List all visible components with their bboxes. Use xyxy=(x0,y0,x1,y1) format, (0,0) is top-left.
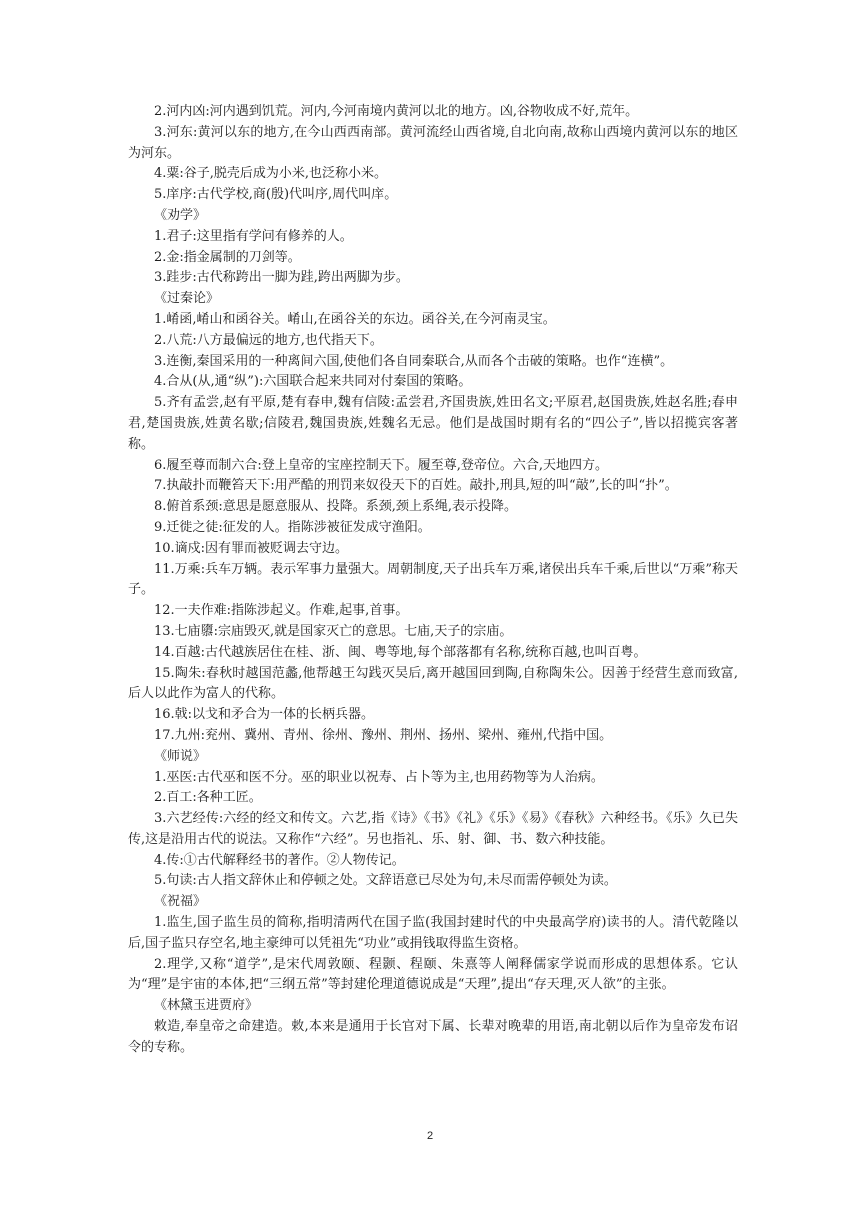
annotation-item: 4.传:①古代解释经书的著作。②人物传记。 xyxy=(154,852,405,868)
annotation-item: 4.粟:谷子,脱壳后成为小米,也泛称小米。 xyxy=(154,166,388,182)
section-heading: 《过秦论》 xyxy=(154,291,220,307)
annotation-item: 2.金:指金属制的刀剑等。 xyxy=(154,249,301,265)
annotation-item: 2.理学,又称“道学”,是宋代周敦颐、程颢、程颐、朱熹等人阐释儒家学说而形成的思想体系。它认为“理”是宇宙的本体,把“三纲五常”等封建伦理道德说成是“天理”,提出“存天理,灭人欲”的主张。 xyxy=(128,956,738,993)
annotation-item: 2.八荒:八方最偏远的地方,也代指天下。 xyxy=(154,332,383,348)
annotation-item: 1.君子:这里指有学问有修养的人。 xyxy=(154,228,353,244)
annotation-item: 3.河东:黄河以东的地方,在今山西西南部。黄河流经山西省境,自北向南,故称山西境内黄河以东的地区为河东。 xyxy=(128,124,738,161)
annotation-item: 4.合从(从,通“纵”):六国联合起来共同对付秦国的策略。 xyxy=(154,374,472,390)
annotation-item: 10.谪戍:因有罪而被贬调去守边。 xyxy=(154,540,349,556)
annotation-item: 5.句读:古人指文辞休止和停顿之处。文辞语意已尽处为句,未尽而需停顿处为读。 xyxy=(154,873,617,889)
annotation-item: 3.六艺经传:六经的经文和传文。六艺,指《诗》《书》《礼》《乐》《易》《春秋》六种经书。《乐》久已失传,这是沿用古代的说法。又称作“六经”。另也指礼、乐、射、御、书、数六种技能。 xyxy=(128,811,738,847)
annotation-item: 6.履至尊而制六合:登上皇帝的宝座控制天下。履至尊,登帝位。六合,天地四方。 xyxy=(154,457,609,473)
section-heading: 《祝福》 xyxy=(154,894,207,910)
page-number: 2 xyxy=(426,1130,434,1142)
section-heading: 《师说》 xyxy=(154,748,207,764)
annotation-item: 17.九州:兖州、冀州、青州、徐州、豫州、荆州、扬州、梁州、雍州,代指中国。 xyxy=(154,727,613,743)
annotation-item: 9.迁徙之徒:征发的人。指陈涉被征发成守渔阳。 xyxy=(154,519,431,535)
annotation-item: 3.连衡,秦国采用的一种离间六国,使他们各自同秦联合,从而各个击破的策略。也作“连横”。 xyxy=(154,353,674,369)
annotation-item: 15.陶朱:春秋时越国范蠡,他帮越王勾践灭吴后,离开越国回到陶,自称陶朱公。因善于经营生意而致富,后人以此作为富人的代称。 xyxy=(128,665,738,702)
annotation-item: 7.执敲扑而鞭笞天下:用严酷的刑罚来奴役天下的百姓。敲扑,刑具,短的叫“敲”,长的叫“扑”。 xyxy=(154,478,678,494)
annotation-item: 8.俯首系颈:意思是愿意服从、投降。系颈,颈上系绳,表示投降。 xyxy=(154,499,518,515)
annotation-item: 1.监生,国子监生员的简称,指明清两代在国子监(我国封建时代的中央最高学府)读书的人。清代乾隆以后,国子监只存空名,地主豪绅可以凭祖先“功业”或捐钱取得监生资格。 xyxy=(128,915,738,951)
annotation-item: 16.戟:以戈和矛合为一体的长柄兵器。 xyxy=(154,707,375,723)
annotation-item: 2.河内凶:河内遇到饥荒。河内,今河南境内黄河以北的地方。凶,谷物收成不好,荒年。 xyxy=(154,104,639,119)
annotation-item: 11.万乘:兵车万辆。表示军事力量强大。周朝制度,天子出兵车万乘,诸侯出兵车千乘,后世以“万乘”称天子。 xyxy=(128,561,738,598)
annotation-item: 12.一夫作难:指陈涉起义。作难,起事,首事。 xyxy=(154,603,409,619)
annotation-item: 敕造,奉皇帝之命建造。敕,本来是通用于长官对下属、长辈对晚辈的用语,南北朝以后作为皇帝发布诏令的专称。 xyxy=(128,1019,738,1055)
annotation-item: 5.庠序:古代学校,商(殷)代叫序,周代叫庠。 xyxy=(154,187,398,203)
annotation-item: 14.百越:古代越族居住在桂、浙、闽、粤等地,每个部落都有名称,统称百越,也叫百粤。 xyxy=(154,644,647,660)
section-heading: 《林黛玉进贾府》 xyxy=(154,998,259,1014)
annotation-item: 5.齐有孟尝,赵有平原,楚有春申,魏有信陵:孟尝君,齐国贵族,姓田名文;平原君,赵国贵族,姓赵名胜;春申君,楚国贵族,姓黄名歇;信陵君,魏国贵族,姓魏名无忌。他们是战国时期有名的“四公子”,皆以招揽宾客著称。 xyxy=(128,395,738,452)
annotation-item: 1.崤函,崤山和函谷关。崤山,在函谷关的东边。函谷关,在今河南灵宝。 xyxy=(154,311,556,327)
annotation-item: 1.巫医:古代巫和医不分。巫的职业以祝寿、占卜等为主,也用药物等为人治病。 xyxy=(154,769,604,785)
page-body xyxy=(128,102,738,1059)
annotation-item: 2.百工:各种工匠。 xyxy=(154,790,262,806)
annotation-item: 13.七庙隳:宗庙毁灭,就是国家灭亡的意思。七庙,天子的宗庙。 xyxy=(154,623,513,639)
annotation-item: 3.跬步:古代称跨出一脚为跬,跨出两脚为步。 xyxy=(154,270,409,286)
section-heading: 《劝学》 xyxy=(154,207,207,223)
